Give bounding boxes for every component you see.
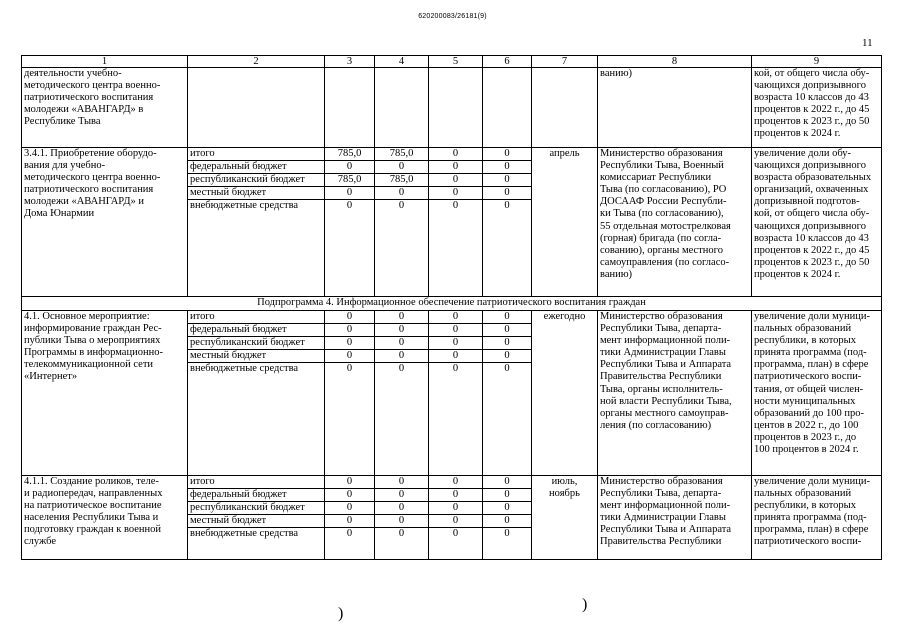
cell-line: увеличение доли муници- <box>754 311 870 322</box>
cell-line: процентов к 2024 г. <box>754 128 841 140</box>
cell-line: процентов в 2023 г., до <box>754 431 857 443</box>
cell-line: центов в 2022 г., до 100 <box>754 419 859 431</box>
amount-value: 0 <box>325 502 374 515</box>
table-row-4-1 <box>22 311 882 476</box>
cell-line: молодежи «АВАНГАРД» и <box>24 196 145 208</box>
amount-value: 0 <box>429 161 482 174</box>
cell-line: июль, <box>551 476 578 487</box>
cell-line: публики Тыва о мероприятиях <box>24 335 161 347</box>
amount-value: 0 <box>429 148 482 161</box>
cell-line: самоуправления (по согласо- <box>600 256 730 268</box>
budget-name: внебюджетные средства <box>190 363 299 375</box>
cell-line: службе <box>24 536 56 548</box>
cell-line: республики, в которых <box>754 500 856 512</box>
budget-name: республиканский бюджет <box>188 174 324 187</box>
budget-name: местный бюджет <box>188 515 324 528</box>
amount-value: 0 <box>375 515 428 528</box>
amount-value: 785,0 <box>325 174 374 187</box>
subprogram-title: Подпрограмма 4. Информационное обеспечение патриотического воспитания граждан <box>22 297 882 311</box>
cell-line: чающихся допризывного <box>754 80 866 92</box>
executor-cell <box>598 311 752 476</box>
result-cell <box>752 68 882 148</box>
amount-cell <box>429 311 483 476</box>
cell-line: возраста образовательных <box>754 172 872 184</box>
column-header: 5 <box>429 56 483 68</box>
budget-name: республиканский бюджет <box>188 502 324 515</box>
cell-line: допризывной подготов- <box>754 196 860 208</box>
amount-value: 0 <box>346 363 353 374</box>
cell-line: процентов к 2022 г., до 45 <box>754 104 870 116</box>
cell-line: органы местного самоуправ- <box>600 407 729 419</box>
column-header: 6 <box>483 56 532 68</box>
budget-name: федеральный бюджет <box>188 489 324 502</box>
cell-line: Правительства Республики <box>600 371 722 383</box>
period-cell <box>532 148 598 297</box>
cell-line: ности муниципальных <box>754 395 856 407</box>
amount-value: 0 <box>375 502 428 515</box>
cell-line: населения Республики Тыва и <box>24 512 159 524</box>
budget-name: местный бюджет <box>188 187 324 200</box>
budget-name: итого <box>188 148 324 161</box>
amount-value: 0 <box>375 337 428 350</box>
cell-line: методического центра военно- <box>24 172 161 184</box>
cell-line: Программы в информационно- <box>24 347 163 359</box>
result-cell <box>752 476 882 560</box>
cell-line: процентов к 2023 г., до 50 <box>754 116 870 128</box>
cell-line: сованию), органы местного <box>600 244 723 256</box>
amount-value: 0 <box>429 515 482 528</box>
cell-line: образований до 100 про- <box>754 407 865 419</box>
cell-line: патриотического воспитания <box>24 92 154 104</box>
cell-line: ноябрь <box>549 488 580 500</box>
cell-line: 4.1.1. Создание роликов, теле- <box>24 476 159 487</box>
amount-value: 0 <box>452 528 459 539</box>
amount-value: 0 <box>429 350 482 363</box>
cell-line: методического центра военно- <box>24 80 161 92</box>
cell-line: патриотического воспитания <box>24 184 154 196</box>
amount-value: 0 <box>398 528 405 539</box>
result-cell <box>752 311 882 476</box>
budget-name: федеральный бюджет <box>188 324 324 337</box>
cell-line: процентов к 2022 г., до 45 <box>754 244 870 256</box>
amount-value: 0 <box>325 324 374 337</box>
table-row-3-4-1 <box>22 148 882 297</box>
budget-name: итого <box>188 311 324 324</box>
page-number: 11 <box>862 37 873 49</box>
column-header: 8 <box>598 56 752 68</box>
cell-line: принята программа (под- <box>754 512 867 524</box>
amount-value: 0 <box>429 337 482 350</box>
amount-value: 0 <box>429 502 482 515</box>
amount-value: 0 <box>325 311 374 324</box>
amount-cell <box>325 476 375 560</box>
amount-value: 0 <box>346 528 353 539</box>
amount-value: 0 <box>325 489 374 502</box>
activity-cell <box>22 311 188 476</box>
budget-source-cell <box>188 476 325 560</box>
amount-value: 0 <box>325 161 374 174</box>
cell-line: программа, план) в сфере <box>754 359 869 371</box>
cell-line: на патриотическое воспитание <box>24 500 162 512</box>
amount-value: 0 <box>375 489 428 502</box>
activities-table <box>21 55 882 560</box>
amount-value: 0 <box>504 528 510 539</box>
cell-line: Республики Тыва и Аппарата <box>600 524 732 536</box>
amount-value: 0 <box>483 337 531 350</box>
amount-cell <box>325 148 375 297</box>
amount-value: 785,0 <box>375 148 428 161</box>
amount-cell <box>429 476 483 560</box>
cell-line: ления (по согласованию) <box>600 419 712 431</box>
cell-line: чающихся допризывного <box>754 160 866 172</box>
amount-value: 0 <box>375 476 428 489</box>
column-header: 2 <box>188 56 325 68</box>
cell-line: процентов к 2024 г. <box>754 268 841 280</box>
column-header: 1 <box>22 56 188 68</box>
amount-value: 0 <box>375 187 428 200</box>
cell-line: и радиопередач, направленных <box>24 488 163 500</box>
amount-value: 0 <box>325 515 374 528</box>
cell-line: пальных образований <box>754 488 852 500</box>
cell-line: процентов к 2023 г., до 50 <box>754 256 870 268</box>
cell-line: патриотического воспи- <box>754 371 862 383</box>
amount-value: 0 <box>325 350 374 363</box>
cell-line: 3.4.1. Приобретение оборудо- <box>24 148 157 159</box>
cell-line: деятельности учебно- <box>24 68 122 79</box>
amount-value: 0 <box>398 363 405 374</box>
activity-cell <box>22 148 188 297</box>
cell-line: Министерство образования <box>600 311 723 322</box>
cell-line: Тыва, органы исполнитель- <box>600 383 723 395</box>
amount-value: 0 <box>483 350 531 363</box>
cell-line: ванию) <box>600 268 633 280</box>
amount-value: 0 <box>325 187 374 200</box>
cell-line: молодежи «АВАНГАРД» в <box>24 104 144 116</box>
cell-line: 55 отдельная мотострелковая <box>600 220 731 232</box>
executor-cell <box>598 476 752 560</box>
budget-name: федеральный бюджет <box>188 161 324 174</box>
cell-line: подготовку граждан к военной <box>24 524 162 536</box>
amount-value: 0 <box>452 363 459 374</box>
amount-value: 0 <box>483 489 531 502</box>
cell-line: пальных образований <box>754 323 852 335</box>
period-cell <box>532 311 598 476</box>
amount-value: 0 <box>483 515 531 528</box>
cell-line: ки Тыва (по согласованию), <box>600 208 724 220</box>
amount-cell <box>325 311 375 476</box>
activity-cell <box>22 68 188 148</box>
amount-value: 0 <box>429 311 482 324</box>
budget-name: республиканский бюджет <box>188 337 324 350</box>
cell-line: республики, в которых <box>754 335 856 347</box>
cell-line: Республики Тыва, Военный <box>600 160 724 172</box>
amount-value: 0 <box>452 200 459 211</box>
cell-line: «Интернет» <box>24 371 78 383</box>
activity-cell <box>22 476 188 560</box>
budget-name: внебюджетные средства <box>190 528 299 540</box>
cell-line: Министерство образования <box>600 476 723 487</box>
cell-line: Правительства Республики <box>600 536 722 548</box>
pen-mark: ) <box>582 596 588 613</box>
amount-value: 0 <box>429 187 482 200</box>
cell-line: возраста 10 классов до 43 <box>754 92 869 104</box>
cell-line: тики Администрации Главы <box>600 347 726 359</box>
cell-line: тики Администрации Главы <box>600 512 726 524</box>
amount-cell <box>429 148 483 297</box>
amount-value: 0 <box>483 502 531 515</box>
cell-line: чающихся допризывного <box>754 220 866 232</box>
cell-line: 100 процентов в 2024 г. <box>754 444 859 456</box>
amount-value: 0 <box>429 174 482 187</box>
cell-line: вания для учебно- <box>24 160 106 172</box>
amount-value: 785,0 <box>375 174 428 187</box>
amount-value: 0 <box>429 476 482 489</box>
cell-line: 4.1. Основное мероприятие: <box>24 311 150 322</box>
cell-line: Республики Тыва, департа- <box>600 323 722 335</box>
cell-line: ной власти Республики Тыва, <box>600 395 732 407</box>
executor-cell <box>598 148 752 297</box>
amount-value: 0 <box>375 350 428 363</box>
amount-cell <box>375 148 429 297</box>
period-cell <box>532 476 598 560</box>
amount-value: 0 <box>375 324 428 337</box>
cell-line: ежегодно <box>543 311 586 322</box>
subprogram-row <box>22 297 882 311</box>
cell-line: (горная) бригада (по согла- <box>600 232 722 244</box>
amount-value: 0 <box>483 187 531 200</box>
cell-line: апрель <box>549 148 580 159</box>
cell-line: увеличение доли обу- <box>754 148 852 159</box>
cell-line: патриотического воспи- <box>754 536 862 548</box>
column-header: 9 <box>752 56 882 68</box>
cell-line: комиссариат Республики <box>600 172 712 184</box>
result-cell <box>752 148 882 297</box>
cell-line: мент информационной поли- <box>600 335 731 347</box>
cell-line: Министерство образования <box>600 148 723 159</box>
amount-value: 0 <box>398 200 405 211</box>
amount-value: 0 <box>325 337 374 350</box>
amount-value: 0 <box>483 311 531 324</box>
column-header: 7 <box>532 56 598 68</box>
amount-value: 0 <box>483 174 531 187</box>
column-number-row <box>22 56 882 68</box>
amount-value: 0 <box>483 161 531 174</box>
amount-value: 0 <box>483 476 531 489</box>
cell-line: программа, план) в сфере <box>754 524 869 536</box>
pen-mark: ) <box>338 605 344 622</box>
amount-value: 0 <box>375 311 428 324</box>
amount-value: 0 <box>483 324 531 337</box>
amount-cell <box>483 311 532 476</box>
budget-name: внебюджетные средства <box>190 200 299 212</box>
cell-line: информирование граждан Рес- <box>24 323 162 335</box>
cell-line: Республики Тыва и Аппарата <box>600 359 732 371</box>
cell-line: увеличение доли муници- <box>754 476 870 487</box>
column-header: 3 <box>325 56 375 68</box>
amount-cell <box>375 311 429 476</box>
amount-value: 0 <box>346 200 353 211</box>
cell-line: тания, от общей числен- <box>754 383 864 395</box>
amount-value: 0 <box>504 363 510 374</box>
amount-value: 0 <box>429 324 482 337</box>
budget-name: итого <box>188 476 324 489</box>
amount-value: 0 <box>504 200 510 211</box>
budget-name: местный бюджет <box>188 350 324 363</box>
budget-source-cell <box>188 148 325 297</box>
cell-line: ДОСААФ России Республи- <box>600 196 727 208</box>
cell-line: Дома Юнармии <box>24 208 95 220</box>
cell-line: кой, от общего числа обу- <box>754 68 870 79</box>
amount-value: 0 <box>483 148 531 161</box>
amount-value: 0 <box>429 489 482 502</box>
cell-line: Республики Тыва, департа- <box>600 488 722 500</box>
column-header: 4 <box>375 56 429 68</box>
table-row-4-1-1 <box>22 476 882 560</box>
executor-cell <box>598 68 752 148</box>
cell-line: Тыва (по согласованию), РО <box>600 184 727 196</box>
cell-line: кой, от общего числа обу- <box>754 208 870 220</box>
amount-cell <box>483 148 532 297</box>
amount-value: 0 <box>325 476 374 489</box>
amount-cell <box>375 476 429 560</box>
cell-line: мент информационной поли- <box>600 500 731 512</box>
cell-line: принята программа (под- <box>754 347 867 359</box>
table-row-continuation <box>22 68 882 148</box>
budget-source-cell <box>188 311 325 476</box>
amount-value: 0 <box>375 161 428 174</box>
amount-cell <box>483 476 532 560</box>
cell-line: организаций, охваченных <box>754 184 869 196</box>
cell-line: возраста 10 классов до 43 <box>754 232 869 244</box>
cell-line: телекоммуникационной сети <box>24 359 154 371</box>
document-id: 620200083/26181(9) <box>418 13 487 20</box>
amount-value: 785,0 <box>325 148 374 161</box>
cell-line: Республике Тыва <box>24 116 101 128</box>
cell-line: ванию) <box>600 68 633 79</box>
